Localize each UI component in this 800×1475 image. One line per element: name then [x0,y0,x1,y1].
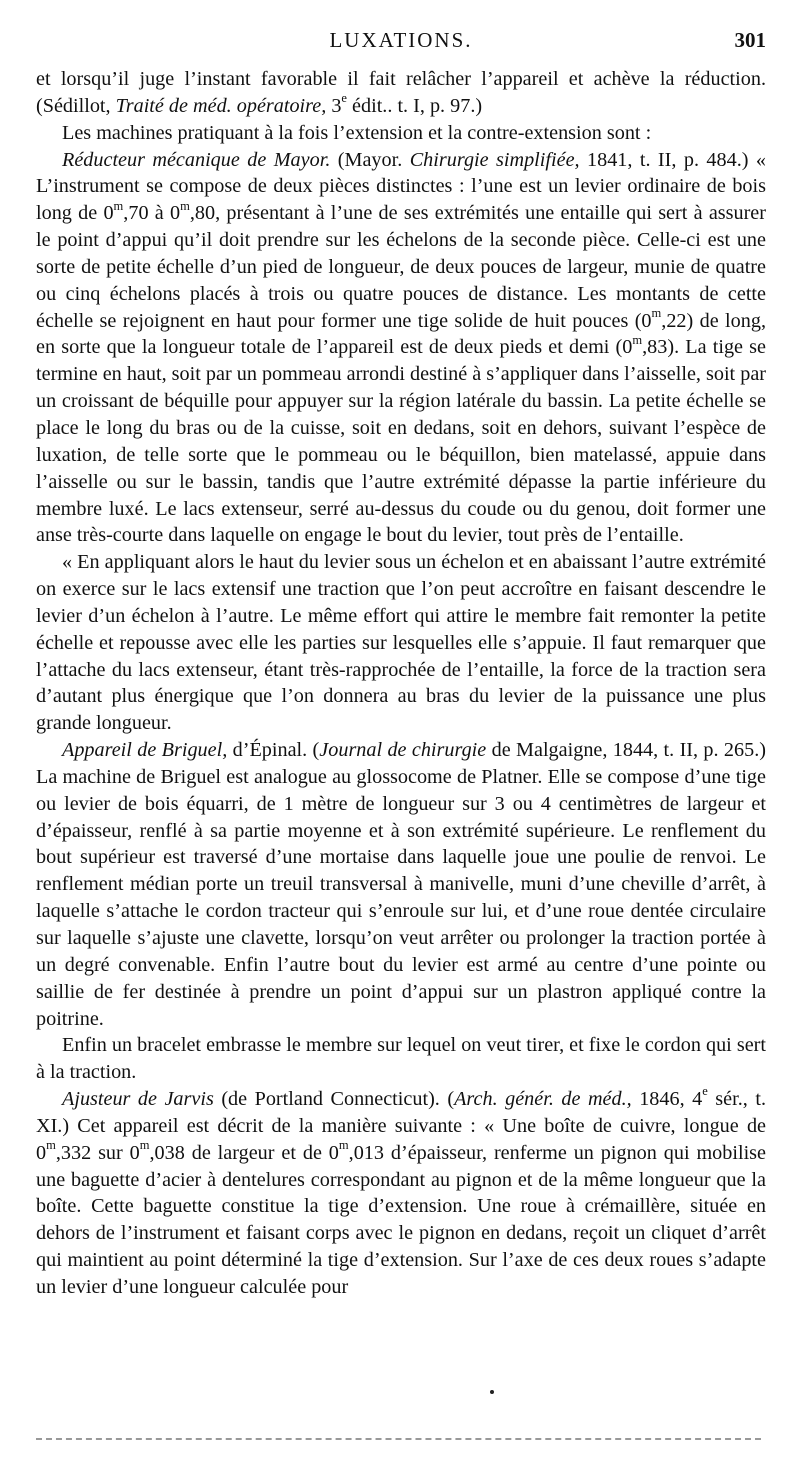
paragraph-1 [36,66,766,120]
superscript: m [338,1138,349,1153]
paragraph-5 [36,737,766,1032]
text-run: 3 [326,94,342,117]
text-run: ,22) de long, en sorte que la longueur totale de l’appareil est de deux pieds et demi (0 [36,309,766,359]
print-speck [490,1390,494,1394]
text-run: ,332 sur 0 [55,1141,140,1164]
superscript: m [632,332,643,347]
body-text [36,66,766,1301]
italic-title: Arch. génér. de méd., [454,1088,632,1111]
superscript: e [341,91,347,106]
superscript: m [651,305,662,320]
text-run: (de Portland Connecticut). ( [213,1088,455,1111]
page-number: 301 [734,28,766,52]
footer-rule [36,1438,761,1440]
text-run: ,038 de largeur et de 0 [149,1141,339,1164]
text-run: « En appliquant alors le haut du levier sous un échelon et en abaissant l’autre extrémité on exerce sur le lacs extensif une traction que l’on peut accroître en faisant descendre le levier d’un échelon à l’autre. Le même effort qui attire le membre fait remonter la petite échelle et repousse avec elle les parties sur lesquelles elle s’appuie. Il faut remarquer que l’attache du lacs extenseur, étant très-rapprochée de l’entaille, la force de la traction sera d’autant plus énergique que l’on donnera au bras du levier de la puissance une plus grande longueur. [36,551,766,735]
superscript: m [180,198,190,213]
paragraph-7 [36,1086,766,1301]
italic-title: Journal de chirurgie [319,739,487,762]
italic-title: Réducteur mécanique de Mayor. [62,148,331,171]
paragraph-4 [36,549,766,737]
text-run: (Mayor. [330,148,410,171]
paragraph-3 [36,147,766,550]
text-run: Enfin un bracelet embrasse le membre sur lequel on veut tirer, et fixe le cordon qui sert à la traction. [36,1034,766,1084]
text-run: et lorsqu’il juge l’instant favorable il fait relâcher l’appareil et achève la réduction. (Sédillot, [36,68,766,117]
superscript: e [702,1084,708,1099]
running-title: LUXATIONS. [329,28,473,52]
page-header [36,28,766,62]
superscript: m [46,1138,56,1153]
text-run: ,013 d’épaisseur, renferme un pignon qui mobilise une baguette d’acier à dentelures correspondant au pignon et de la même longueur que la boîte. Cette baguette constitue la tige d’extension. Une roue à crémaillère, située en dehors de l’instrument et faisant corps avec le pignon en dedans, reçoit un cliquet d’arrêt qui maintient au point déterminé la tige d’extension. Sur l’axe de ces deux roues s’adapte un levier d’une longueur calculée pour [36,1141,766,1298]
superscript: m [139,1138,150,1153]
text-run: ,70 à 0 [123,202,181,225]
text-run: ,80, présentant à l’une de ses extrémités une entaille qui sert à assurer le point d’appui qu’il doit prendre sur les échelons de la seconde pièce. Celle-ci est une sorte de petite échelle d’un pied de longueur, de deux pouces de largeur, munie de quatre ou cinq échelons placés à trois ou quatre pouces de distance. Les montants de cette échelle se rejoignent en haut pour former une tige solide de huit pouces (0 [36,202,766,332]
text-run: édit.. t. I, p. 97.) [346,94,483,117]
text-run: d’Épinal. ( [227,739,320,762]
paragraph-6 [36,1032,766,1086]
italic-title: Traité de méd. opératoire, [115,94,327,117]
italic-title: Ajusteur de Jarvis [62,1088,214,1111]
text-run: 1841, t. II, p. 484.) « L’instrument se compose de deux pièces distinctes : l’une est un levier ordinaire de bois long de 0 [36,148,766,225]
text-run: ,83). La tige se termine en haut, soit par un pommeau arrondi destiné à s’appliquer dans l’aisselle, soit par un croissant de béquille pour appuyer sur la région latérale du bassin. La petite échelle se place le long du bras ou de la cuisse, soit en dedans, soit en dehors, suivant l’espèce de luxation, de telle sorte que le pommeau ou le béquillon, bien matelassé, appuie dans l’aisselle ou sur le bassin, tandis que l’autre extrémité dépasse la partie inférieure du membre luxé. Le lacs extenseur, serré au-dessus du coude ou du genou, doit former une anse très-courte dans laquelle on engage le bout du levier, tout près de l’entaille. [36,336,766,547]
superscript: m [113,198,124,213]
text-run: Les machines pratiquant à la fois l’extension et la contre-extension sont : [62,121,652,144]
text-run: de Malgaigne, 1844, t. II, p. 265.) La machine de Briguel est analogue au glossocome de Platner. Elle se compose d’une tige ou levier de bois équarri, de 1 mètre de longueur sur 3 ou 4 centimètres de largeur et d’épaisseur, renflé à sa partie moyenne et à son extrémité supérieure. Le renflement du bout supérieur est traversé d’une mortaise dans laquelle joue une poulie de renvoi. Le renflement médian porte un treuil transversal à manivelle, muni d’une cheville d’arrêt, à laquelle s’attache le cordon tracteur qui s’enroule sur lui, et d’une roue dentée circulaire sur laquelle s’ajuste une clavette, lorsqu’on veut arrêter ou prolonger la traction portée à un degré convenable. Enfin l’autre bout du levier est armé au centre d’une pointe ou saillie de fer destinée à prendre un point d’appui sur un plastron appliqué contre la poitrine. [36,739,766,1030]
text-run: 1846, 4 [631,1088,703,1111]
italic-title: Appareil de Briguel, [62,739,228,762]
text-run: sér., t. XI.) Cet appareil est décrit de la manière suivante : « Une boîte de cuivre, longue de 0 [36,1088,766,1164]
paragraph-2 [36,120,766,147]
italic-title: Chirurgie simplifiée, [409,148,580,171]
